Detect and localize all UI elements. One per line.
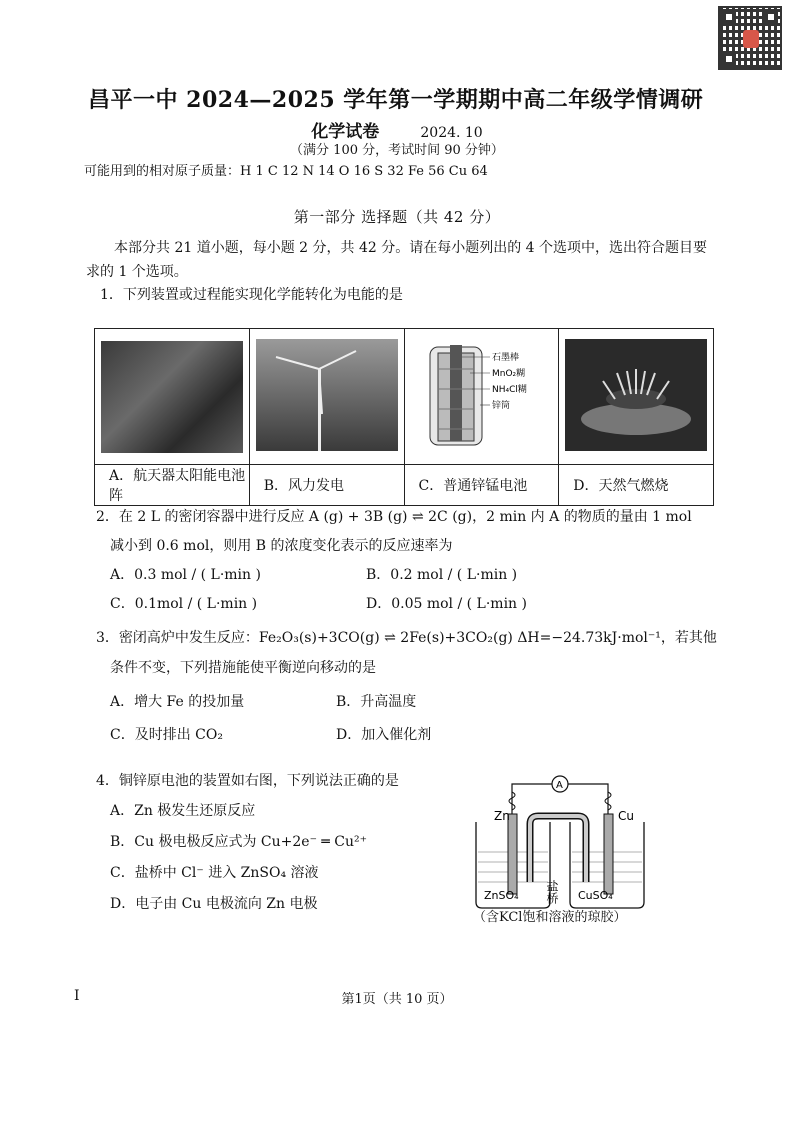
atomic-masses: 可能用到的相对原子质量：H 1 C 12 N 14 O 16 S 32 Fe 56 Cu 64 [84,164,488,179]
q3-stem-line1: 3．密闭高炉中发生反应：Fe₂O₃(s)+3CO(g) ⇌ 2Fe(s)+3CO₂(g) ΔH=−24.73kJ·mol⁻¹，若其他 [96,630,717,646]
qr-logo-icon [743,30,759,48]
q1-image-solar [95,329,250,465]
q3-option-d: D．加入催化剂 [336,727,432,743]
section-intro: 本部分共 21 道小题，每小题 2 分，共 42 分。请在每小题列出的 4 个选项中，选出符合题目要求的 1 个选项。 [86,240,708,280]
wind-turbine-photo [256,339,398,451]
exam-date: 2024. 10 [420,125,483,141]
left-solution-label: ZnSO₄ [484,889,519,902]
q1-option-b: B．风力发电 [249,465,404,506]
q2-option-b: B．0.2 mol / ( L·min ) [366,567,518,583]
battery-label-mno2: MnO₂糊 [492,368,526,379]
q1-option-a: A．航天器太阳能电池阵 [95,465,250,506]
q2-option-d: D．0.05 mol / ( L·min ) [366,596,527,612]
q2-option-a: A．0.3 mol / ( L·min ) [110,567,261,583]
ammeter-label: A [556,780,563,791]
q1-option-c: C．普通锌锰电池 [404,465,559,506]
salt-bridge-label: 盐桥 [545,880,559,904]
q2-stem-line1: 2．在 2 L 的密闭容器中进行反应 A (g) + 3B (g) ⇌ 2C (g)，2 min 内 A 的物质的量由 1 mol [96,509,692,525]
q4-option-d: D．电子由 Cu 电极流向 Zn 电极 [110,896,318,912]
q1-image-gas [559,329,714,465]
q2-stem-line2: 减小到 0.6 mol，则用 B 的浓度变化表示的反应速率为 [110,538,453,554]
q3-option-b: B．升高温度 [336,694,417,710]
q1-option-d: D．天然气燃烧 [559,465,714,506]
q3-option-a: A．增大 Fe 的投加量 [110,694,245,710]
qr-code [718,6,782,70]
zn-electrode-label: Zn [494,809,510,823]
q1-stem: 1．下列装置或过程能实现化学能转化为电能的是 [100,287,403,303]
q4-option-b: B．Cu 极电极反应式为 Cu+2e⁻ ═ Cu²⁺ [110,834,368,850]
page-number: 第1页（共 10 页） [341,992,453,1007]
q1-figure-table [94,328,714,506]
score-info: （满分 100 分，考试时间 90 分钟） [290,143,504,158]
diagram-caption: （含KCl饱和溶液的琼胶） [473,910,627,925]
q2-option-c: C．0.1mol / ( L·min ) [110,596,258,612]
q1-image-battery [404,329,559,465]
q1-image-wind [249,329,404,465]
q4-option-a: A．Zn 极发生还原反应 [110,803,256,819]
solar-array-photo [101,341,243,453]
q4-stem: 4．铜锌原电池的装置如右图，下列说法正确的是 [96,773,399,789]
subject-title: 化学试卷 [311,122,380,142]
footer-mark: I [74,988,80,1004]
galvanic-cell-diagram [468,772,648,922]
q3-option-c: C．及时排出 CO₂ [110,727,223,743]
q3-stem-line2: 条件不变，下列措施能使平衡逆向移动的是 [110,660,376,676]
right-solution-label: CuSO₄ [578,889,613,902]
q4-option-c: C．盐桥中 Cl⁻ 进入 ZnSO₄ 溶液 [110,865,319,881]
zinc-manganese-battery-diagram [410,339,552,451]
section-heading: 第一部分 选择题（共 42 分） [293,208,501,226]
battery-label-nh4cl: NH₄Cl糊 [492,384,528,395]
gas-burner-photo [565,339,707,451]
exam-title: 昌平一中 2024—2025 学年第一学期期中高二年级学情调研 [88,87,704,113]
battery-label-graphite: 石墨棒 [492,352,520,363]
battery-label-zinc: 锌筒 [492,400,511,411]
cu-electrode-label: Cu [618,809,634,823]
